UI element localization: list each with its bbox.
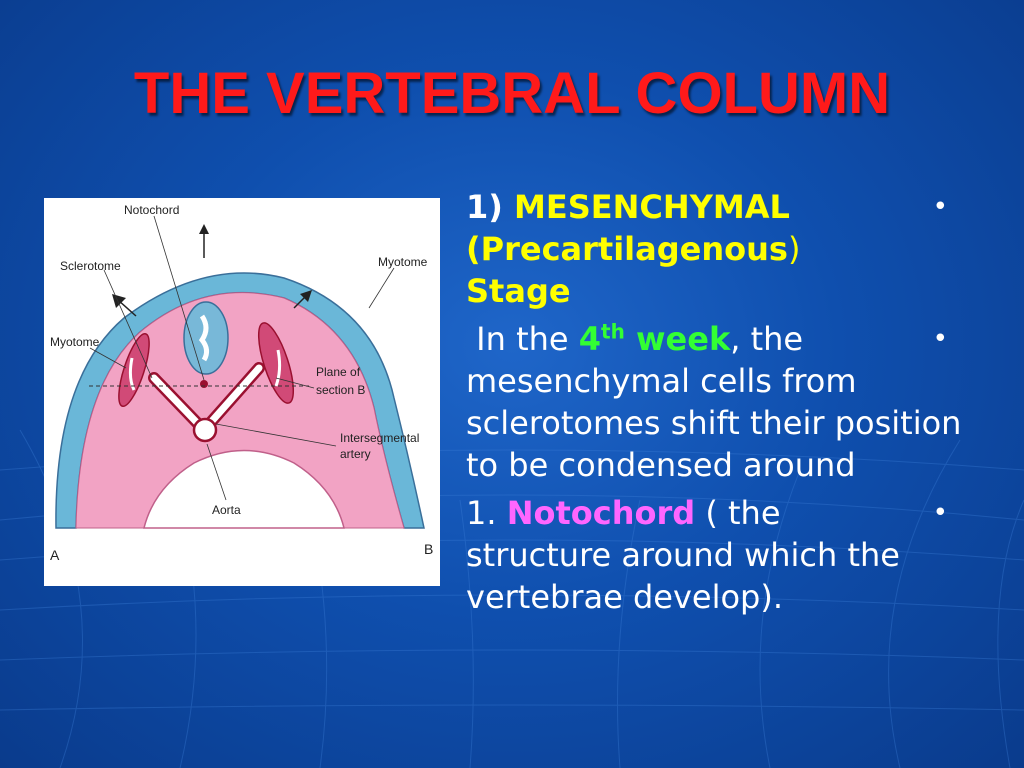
- label-myotome-right: Myotome: [378, 255, 428, 269]
- bullet-stage: • 1) MESENCHYMAL (Precartilagenous) Stage: [466, 188, 948, 310]
- embryo-diagram: [44, 198, 440, 586]
- label-sclerotome: Sclerotome: [60, 259, 121, 273]
- bullet-notochord: • 1. Notochord ( the structure around which the vertebrae develop).: [466, 494, 948, 616]
- slide-title: THE VERTEBRAL COLUMN: [133, 61, 891, 126]
- label-plane: Plane of: [316, 365, 361, 379]
- label-myotome-left: Myotome: [50, 335, 100, 349]
- bullet-fourth-week: • In the 4th week, the mesenchymal cells from sclerotomes shift their position to be condensed around: [466, 319, 962, 484]
- arrow-up-icon: [199, 224, 209, 234]
- notochord-term: Notochord: [506, 494, 696, 532]
- label-plane-section: section B: [316, 383, 366, 397]
- label-notochord: Notochord: [124, 203, 180, 217]
- embryo-illustration: [44, 198, 440, 586]
- stage-name: MESENCHYMAL: [514, 188, 790, 226]
- bullet-dot: •: [932, 324, 948, 354]
- label-artery: artery: [340, 447, 371, 461]
- notochord-dot: [200, 380, 208, 388]
- bullet-dot: •: [932, 498, 948, 528]
- label-aorta: Aorta: [212, 503, 241, 517]
- label-panel-a: A: [50, 547, 60, 563]
- label-panel-b: B: [424, 541, 434, 557]
- bullet-list: [466, 186, 986, 624]
- bullet-dot: •: [932, 192, 948, 222]
- aorta: [194, 419, 216, 441]
- label-intersegmental: Intersegmental: [340, 431, 420, 445]
